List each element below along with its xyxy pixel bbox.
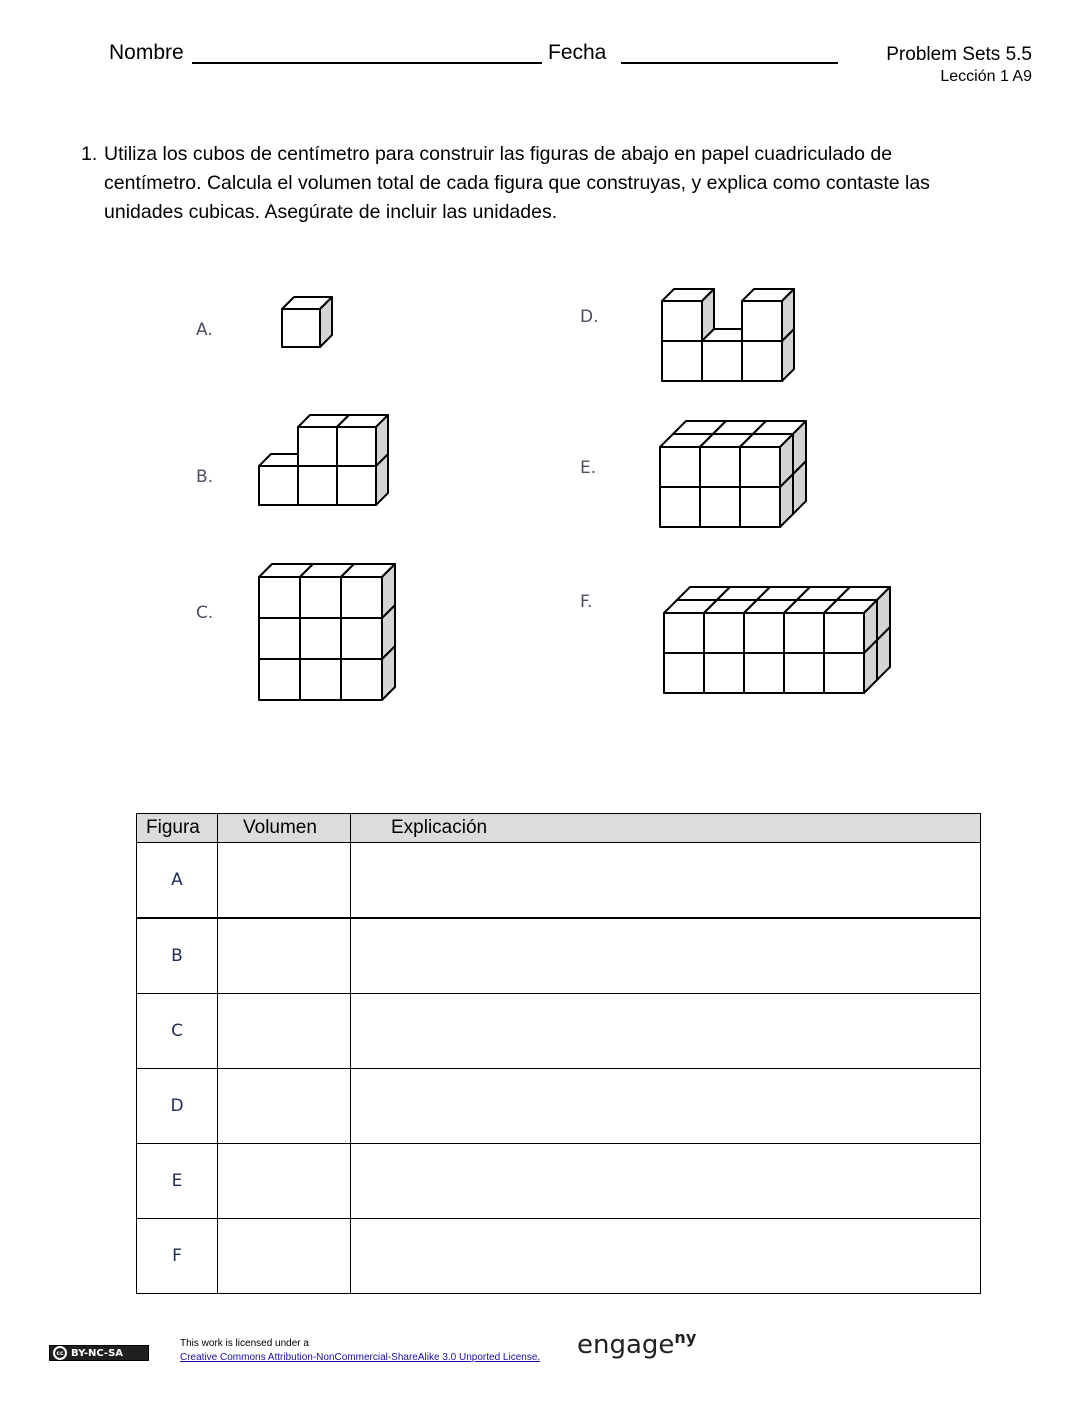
- figure-label-b: B.: [196, 467, 214, 487]
- cube-b-front: [298, 427, 337, 466]
- figure-label-d: D.: [580, 307, 599, 327]
- cube-b-front: [259, 466, 298, 505]
- cube-e-front: [740, 447, 780, 487]
- license-intro: This work is licensed under a: [180, 1338, 309, 1349]
- cube-e-front: [700, 487, 740, 527]
- row-label-f: F: [137, 1219, 218, 1294]
- row-label-a: A: [137, 843, 218, 919]
- explanation-cell-d[interactable]: [351, 1069, 981, 1144]
- cube-f-front: [784, 613, 824, 653]
- table-row: [137, 918, 981, 994]
- cube-c-front: [259, 577, 300, 618]
- cube-f-front: [744, 653, 784, 693]
- cube-c-front: [341, 577, 382, 618]
- question-line: Utiliza los cubos de centímetro para construir las figuras de abajo en papel cuadriculado de: [104, 143, 893, 165]
- license-badge[interactable]: [49, 1345, 149, 1361]
- cube-f-front: [784, 653, 824, 693]
- cube-f-front: [704, 613, 744, 653]
- figure-label-a: A.: [196, 320, 213, 340]
- engageny-logo: [577, 1328, 696, 1360]
- cube-f-front: [824, 613, 864, 653]
- cube-c-front: [259, 618, 300, 659]
- cube-f-front: [824, 653, 864, 693]
- question-line: unidades cubicas. Asegúrate de incluir las unidades.: [104, 201, 558, 223]
- cube-e-front: [740, 487, 780, 527]
- cube-f-front: [664, 613, 704, 653]
- problem-set-title: Problem Sets 5.5: [886, 44, 1032, 65]
- explanation-cell-e[interactable]: [351, 1144, 981, 1219]
- row-label-d: D: [137, 1069, 218, 1144]
- cube-c-front: [300, 659, 341, 700]
- row-label-b: B: [137, 918, 218, 994]
- table-row: [137, 843, 981, 919]
- volume-cell-b[interactable]: [218, 918, 351, 994]
- table-row: [137, 1069, 981, 1144]
- explanation-cell-b[interactable]: [351, 918, 981, 994]
- lesson-label: Lección 1 A9: [940, 68, 1032, 85]
- volume-cell-d[interactable]: [218, 1069, 351, 1144]
- volume-cell-f[interactable]: [218, 1219, 351, 1294]
- cube-e-front: [660, 447, 700, 487]
- explanation-cell-c[interactable]: [351, 994, 981, 1069]
- header-volumen: Volumen: [218, 814, 351, 843]
- cube-e-front: [660, 487, 700, 527]
- date-label: Fecha: [548, 41, 607, 64]
- table-row: [137, 994, 981, 1069]
- row-label-e: E: [137, 1144, 218, 1219]
- cube-b-front: [337, 466, 376, 505]
- cube-f-front: [664, 653, 704, 693]
- explanation-cell-f[interactable]: [351, 1219, 981, 1294]
- answer-table: [136, 813, 981, 1294]
- cube-f-front: [704, 653, 744, 693]
- cube-d-front: [742, 301, 782, 341]
- logo-sup: ny: [674, 1328, 697, 1347]
- cube-b-front: [298, 466, 337, 505]
- cube-d-front: [742, 341, 782, 381]
- cube-d-front: [662, 301, 702, 341]
- table-row: [137, 1219, 981, 1294]
- cube-c-front: [341, 659, 382, 700]
- license-link[interactable]: Creative Commons Attribution-NonCommercial-ShareAlike 3.0 Unported License.: [180, 1352, 541, 1363]
- figure-label-e: E.: [580, 458, 597, 478]
- row-label-c: C: [137, 994, 218, 1069]
- cc-icon: cc: [53, 1346, 67, 1360]
- cube-c-front: [300, 618, 341, 659]
- cube-c-front: [300, 577, 341, 618]
- cube-c-front: [259, 659, 300, 700]
- cube-c-front: [341, 618, 382, 659]
- logo-main: engage: [577, 1330, 675, 1360]
- cube-d-front: [662, 341, 702, 381]
- question-line: centímetro. Calcula el volumen total de cada figura que construyas, y explica como contaste las: [104, 172, 930, 194]
- cube-f-front: [744, 613, 784, 653]
- table-row: [137, 1144, 981, 1219]
- volume-cell-e[interactable]: [218, 1144, 351, 1219]
- cube-b-front: [337, 427, 376, 466]
- question-number: 1.: [81, 143, 98, 165]
- explanation-cell-a[interactable]: [351, 843, 981, 919]
- table-header-row: [137, 814, 981, 843]
- figure-label-c: C.: [196, 603, 214, 623]
- figure-label-f: F.: [580, 592, 593, 612]
- volume-cell-c[interactable]: [218, 994, 351, 1069]
- name-label: Nombre: [109, 41, 184, 64]
- cube-d-front: [702, 341, 742, 381]
- header-figura: Figura: [137, 814, 218, 843]
- cube-a-front: [282, 309, 320, 347]
- header-explicacion: Explicación: [351, 814, 981, 843]
- badge-text: BY-NC-SA: [71, 1347, 124, 1359]
- volume-cell-a[interactable]: [218, 843, 351, 919]
- cube-e-front: [700, 447, 740, 487]
